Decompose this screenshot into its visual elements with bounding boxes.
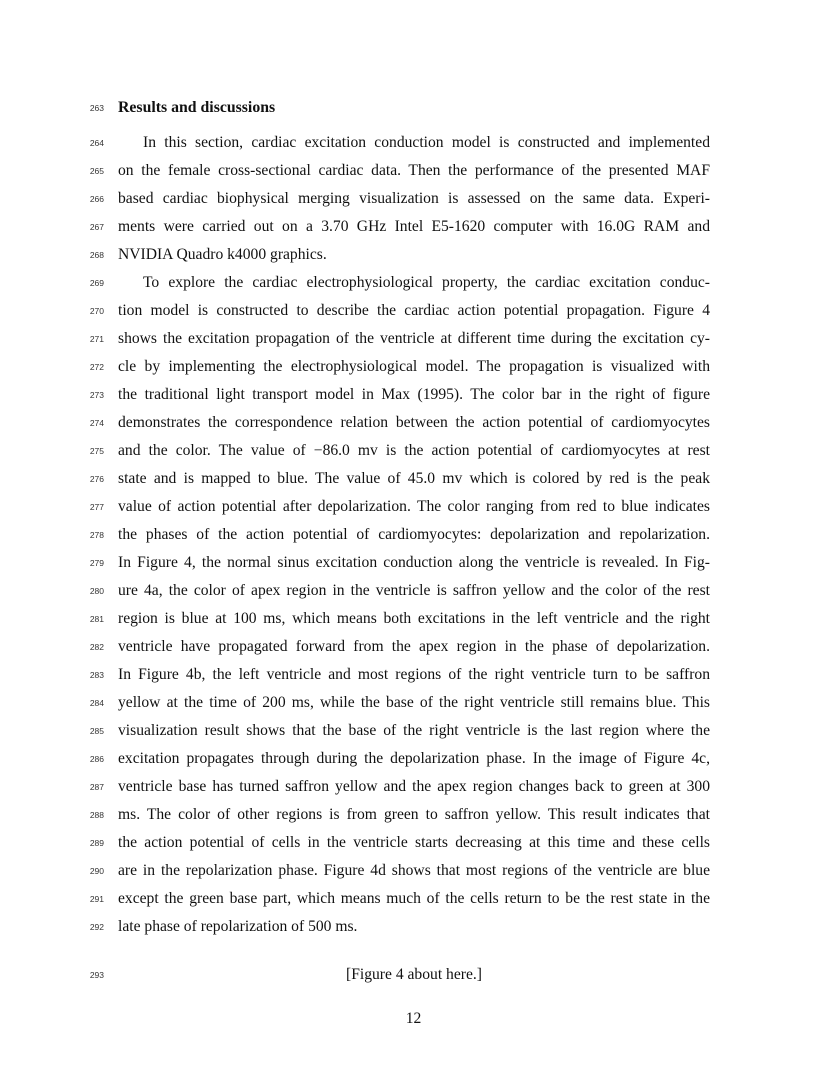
body-line: except the green base part, which means much of the cells return to be the rest state in the (118, 890, 710, 907)
line-number: 274 (89, 418, 104, 428)
body-line: the phases of the action potential of cardiomyocytes: depolarization and repolarization. (118, 526, 710, 543)
line-number: 289 (89, 838, 104, 848)
line-number: 293 (89, 970, 104, 980)
line-number: 271 (89, 334, 104, 344)
line-number: 292 (89, 922, 104, 932)
body-line: ventricle have propagated forward from the apex region in the phase of depolarization. (118, 638, 710, 655)
body-line: ments were carried out on a 3.70 GHz Intel E5-1620 computer with 16.0G RAM and (118, 218, 710, 235)
body-line: visualization result shows that the base of the right ventricle is the last region where the (118, 722, 710, 739)
body-line: In Figure 4, the normal sinus excitation conduction along the ventricle is revealed. In Fig- (118, 554, 710, 571)
line-number: 263 (89, 103, 104, 113)
body-line: state and is mapped to blue. The value of 45.0 mv which is colored by red is the peak (118, 470, 710, 487)
body-line: To explore the cardiac electrophysiological property, the cardiac excitation conduc- (143, 274, 710, 291)
body-line: tion model is constructed to describe the cardiac action potential propagation. Figure 4 (118, 302, 710, 319)
line-number: 285 (89, 726, 104, 736)
figure-placeholder: [Figure 4 about here.] (346, 966, 482, 983)
line-number: 270 (89, 306, 104, 316)
line-number: 272 (89, 362, 104, 372)
line-number: 279 (89, 558, 104, 568)
line-number: 291 (89, 894, 104, 904)
line-number: 264 (89, 138, 104, 148)
page-number: 12 (405, 1010, 422, 1027)
line-number: 290 (89, 866, 104, 876)
line-number: 267 (89, 222, 104, 232)
line-number: 286 (89, 754, 104, 764)
body-line: yellow at the time of 200 ms, while the base of the right ventricle still remains blue. This (118, 694, 710, 711)
line-number: 282 (89, 642, 104, 652)
line-number: 281 (89, 614, 104, 624)
body-line: ventricle base has turned saffron yellow and the apex region changes back to green at 300 (118, 778, 710, 795)
body-line: based cardiac biophysical merging visualization is assessed on the same data. Experi- (118, 190, 710, 207)
line-number: 268 (89, 250, 104, 260)
body-line: and the color. The value of −86.0 mv is the action potential of cardiomyocytes at rest (118, 442, 710, 459)
section-heading: Results and discussions (118, 99, 276, 116)
body-line: shows the excitation propagation of the ventricle at different time during the excitation cy- (118, 330, 710, 347)
body-line: demonstrates the correspondence relation between the action potential of cardiomyocytes (118, 414, 710, 431)
body-line: NVIDIA Quadro k4000 graphics. (118, 246, 327, 263)
body-line: excitation propagates through during the depolarization phase. In the image of Figure 4c, (118, 750, 710, 767)
body-line: on the female cross-sectional cardiac data. Then the performance of the presented MAF (118, 162, 710, 179)
body-line: ms. The color of other regions is from green to saffron yellow. This result indicates that (118, 806, 710, 823)
line-number: 273 (89, 390, 104, 400)
body-line: ure 4a, the color of apex region in the ventricle is saffron yellow and the color of the rest (118, 582, 710, 599)
body-line: value of action potential after depolarization. The color ranging from red to blue indicates (118, 498, 710, 515)
body-line: cle by implementing the electrophysiological model. The propagation is visualized with (118, 358, 710, 375)
line-number: 288 (89, 810, 104, 820)
line-number: 278 (89, 530, 104, 540)
line-number: 276 (89, 474, 104, 484)
body-line: In this section, cardiac excitation conduction model is constructed and implemented (143, 134, 710, 151)
body-line: In Figure 4b, the left ventricle and most regions of the right ventricle turn to be saffron (118, 666, 710, 683)
line-number: 280 (89, 586, 104, 596)
body-line: late phase of repolarization of 500 ms. (118, 918, 358, 935)
line-number: 277 (89, 502, 104, 512)
line-number: 269 (89, 278, 104, 288)
line-number: 275 (89, 446, 104, 456)
body-line: the action potential of cells in the ventricle starts decreasing at this time and these cells (118, 834, 710, 851)
body-line: are in the repolarization phase. Figure 4d shows that most regions of the ventricle are blue (118, 862, 710, 879)
line-number: 284 (89, 698, 104, 708)
line-number: 287 (89, 782, 104, 792)
body-line: the traditional light transport model in Max (1995). The color bar in the right of figure (118, 386, 710, 403)
body-line: region is blue at 100 ms, which means both excitations in the left ventricle and the right (118, 610, 710, 627)
line-number: 266 (89, 194, 104, 204)
line-number: 265 (89, 166, 104, 176)
line-number: 283 (89, 670, 104, 680)
